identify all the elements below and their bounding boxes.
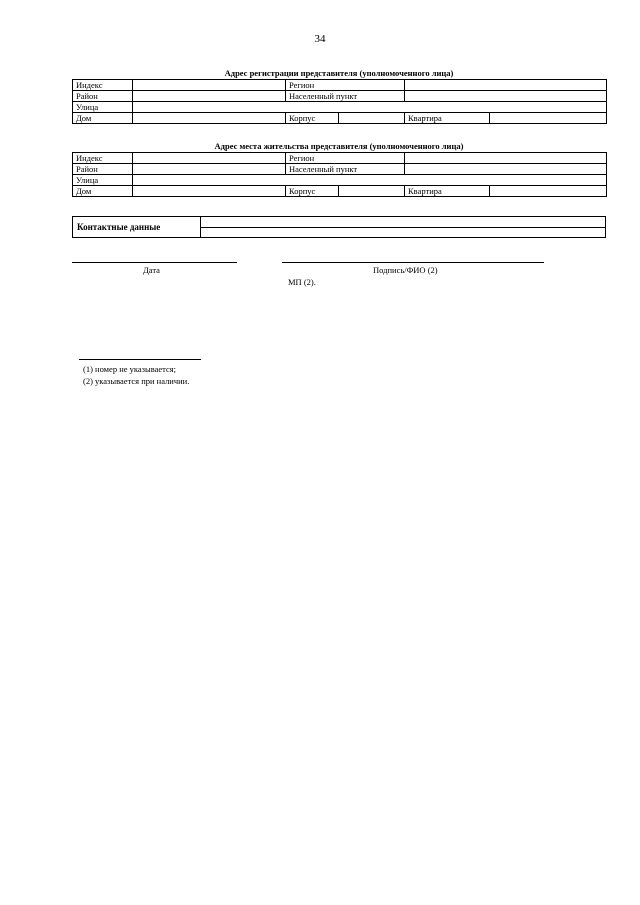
- table-row: [73, 164, 607, 175]
- page-number: 34: [314, 33, 326, 45]
- signature-line: [282, 262, 544, 263]
- residence-address-table: [72, 152, 607, 197]
- date-line: [72, 262, 237, 263]
- contact-label-cell: [72, 226, 199, 238]
- region-label: Регион: [286, 153, 405, 164]
- table-row: [73, 113, 607, 124]
- region-field[interactable]: [405, 80, 607, 91]
- settlement-label: Населенный пункт: [286, 91, 405, 102]
- apartment-label: Квартира: [405, 113, 490, 124]
- table-row: [73, 91, 607, 102]
- footnote-1: (1) номер не указывается;: [83, 364, 177, 374]
- district-field[interactable]: [133, 91, 286, 102]
- house-label: Дом: [73, 186, 133, 197]
- settlement-label: Населенный пункт: [286, 164, 405, 175]
- building-field[interactable]: [339, 186, 405, 197]
- region-label: Регион: [286, 80, 405, 91]
- table-row: [73, 80, 607, 91]
- house-field[interactable]: [133, 186, 286, 197]
- table-row: [73, 153, 607, 164]
- index-field[interactable]: [133, 80, 286, 91]
- district-label: Район: [73, 164, 133, 175]
- table-row: [73, 186, 607, 197]
- index-label: Индекс: [73, 153, 133, 164]
- signature-label: Подпись/ФИО (2): [373, 265, 438, 275]
- residence-address-title: Адрес места жительства представителя (уполномоченного лица): [214, 141, 464, 151]
- footnote-separator: [79, 359, 201, 360]
- table-row: [73, 175, 607, 186]
- settlement-field[interactable]: [405, 91, 607, 102]
- region-field[interactable]: [405, 153, 607, 164]
- building-field[interactable]: [339, 113, 405, 124]
- registration-address-title: Адрес регистрации представителя (уполномоченного лица): [224, 68, 454, 78]
- apartment-field[interactable]: [490, 113, 607, 124]
- date-label: Дата: [143, 265, 160, 275]
- building-label: Корпус: [286, 113, 339, 124]
- settlement-field[interactable]: [405, 164, 607, 175]
- contact-field-2[interactable]: [200, 228, 605, 237]
- house-label: Дом: [73, 113, 133, 124]
- index-label: Индекс: [73, 80, 133, 91]
- street-label: Улица: [73, 102, 133, 113]
- street-label: Улица: [73, 175, 133, 186]
- district-label: Район: [73, 91, 133, 102]
- apartment-field[interactable]: [490, 186, 607, 197]
- contact-label: Контактные данные: [77, 222, 161, 232]
- street-field[interactable]: [133, 175, 607, 186]
- district-field[interactable]: [133, 164, 286, 175]
- contact-field-1[interactable]: [200, 217, 605, 226]
- house-field[interactable]: [133, 113, 286, 124]
- street-field[interactable]: [133, 102, 607, 113]
- apartment-label: Квартира: [405, 186, 490, 197]
- table-row: [73, 102, 607, 113]
- registration-address-table: [72, 79, 607, 124]
- building-label: Корпус: [286, 186, 339, 197]
- stamp-label: МП (2).: [288, 277, 316, 287]
- index-field[interactable]: [133, 153, 286, 164]
- footnote-2: (2) указывается при наличии.: [83, 376, 190, 386]
